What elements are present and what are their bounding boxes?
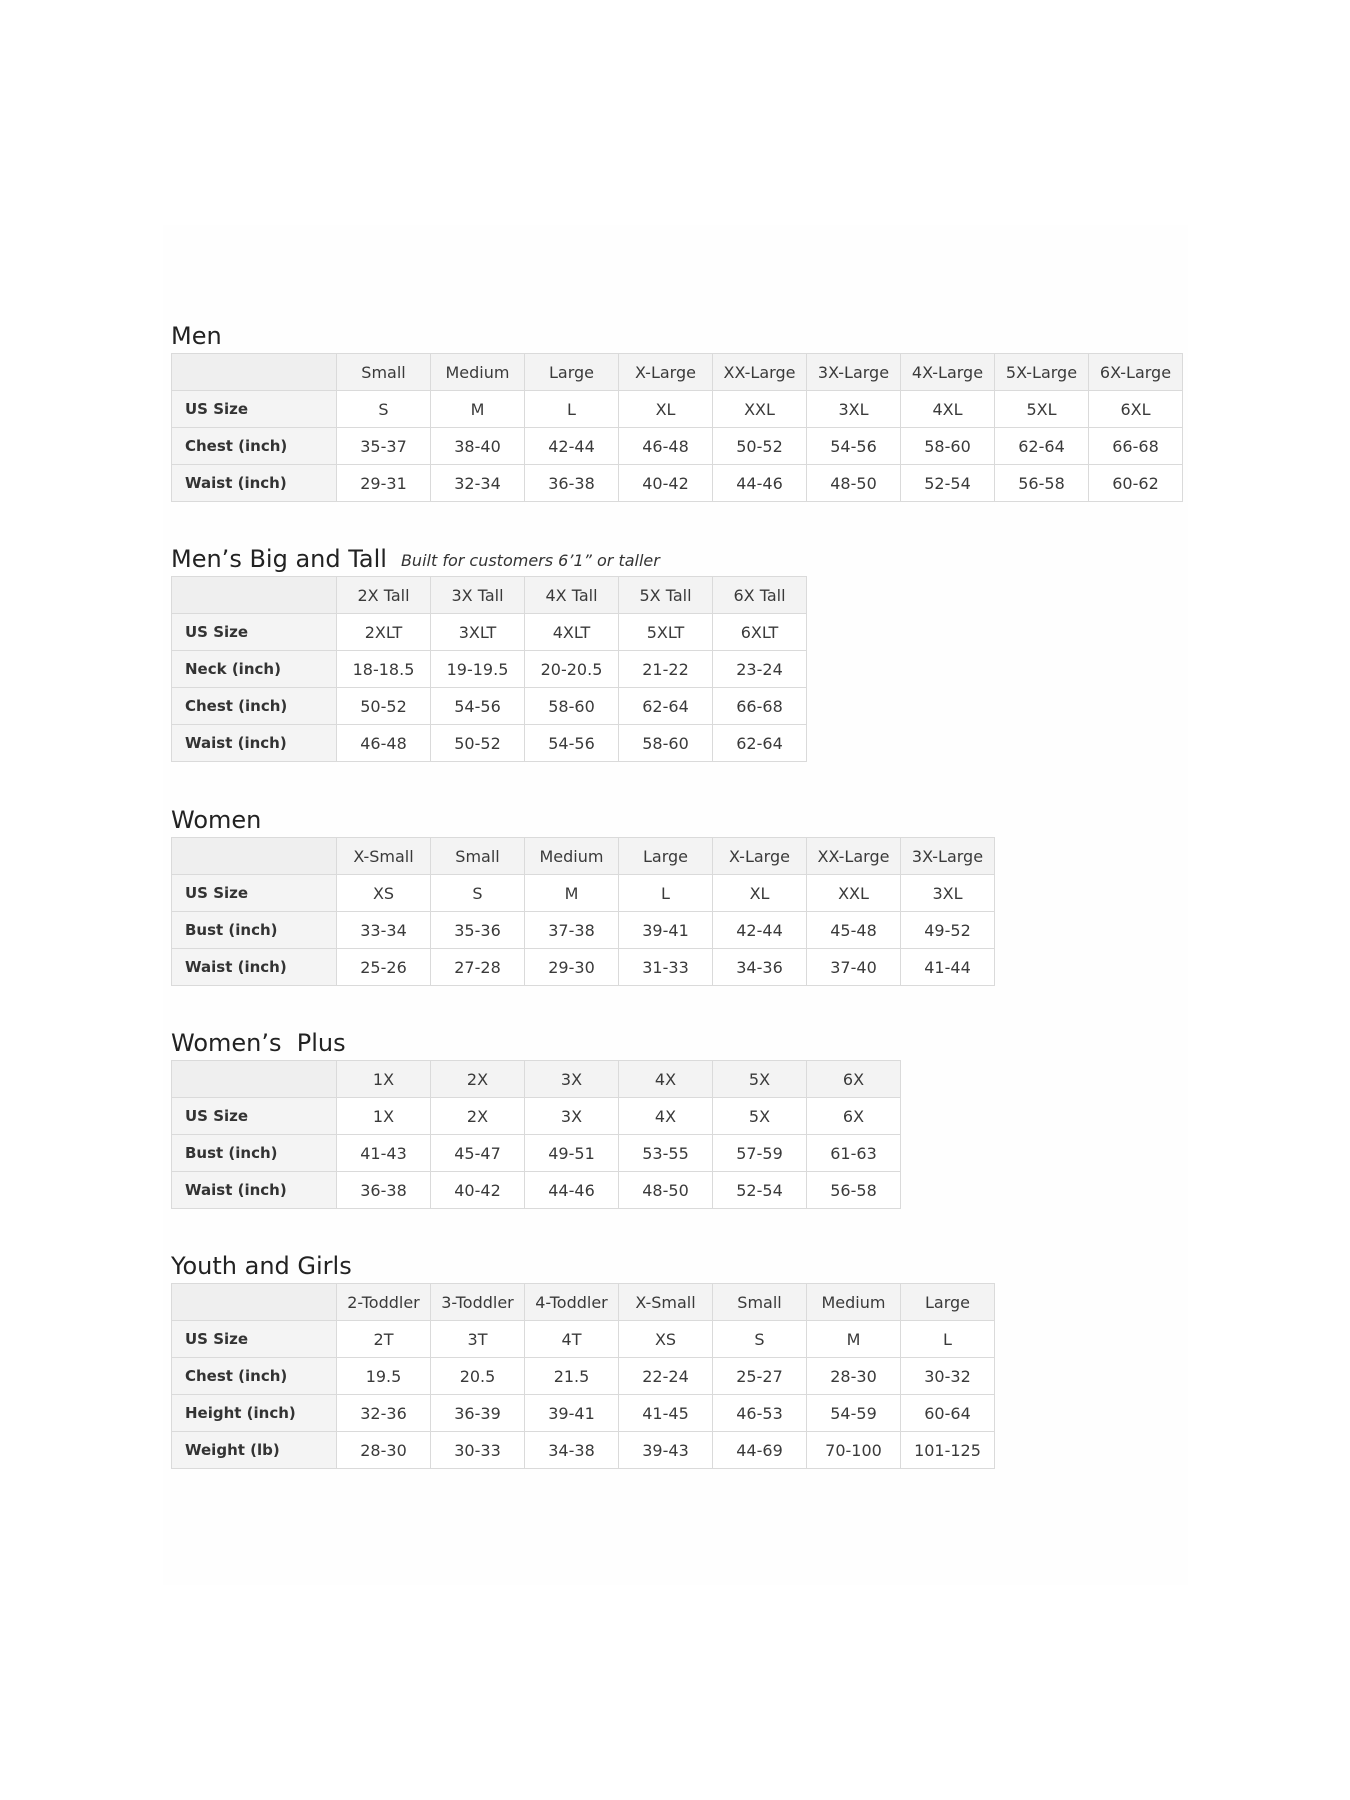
table-cell: 58-60 bbox=[901, 428, 995, 465]
table-cell: 28-30 bbox=[807, 1358, 901, 1395]
table-cell: 4T bbox=[525, 1321, 619, 1358]
table-cell: 6XL bbox=[1089, 391, 1183, 428]
column-header: 4X Tall bbox=[525, 577, 619, 614]
row-label: Chest (inch) bbox=[172, 428, 337, 465]
table-cell: XXL bbox=[807, 875, 901, 912]
table-cell: 36-38 bbox=[525, 465, 619, 502]
table-row bbox=[172, 614, 807, 651]
table-cell: 32-36 bbox=[337, 1395, 431, 1432]
section-note: Built for customers 6’1” or taller bbox=[400, 550, 660, 570]
column-header: 2X bbox=[431, 1061, 525, 1098]
column-header: XX-Large bbox=[713, 354, 807, 391]
table-cell: 66-68 bbox=[713, 688, 807, 725]
section-title-text: Women’s Plus bbox=[171, 1029, 346, 1057]
table-cell: 39-41 bbox=[525, 1395, 619, 1432]
table-cell: 56-58 bbox=[995, 465, 1089, 502]
column-header: 3X Tall bbox=[431, 577, 525, 614]
table-cell: 3XL bbox=[807, 391, 901, 428]
table-cell: 3X bbox=[525, 1098, 619, 1135]
table-cell: 23-24 bbox=[713, 651, 807, 688]
row-label: US Size bbox=[172, 1321, 337, 1358]
table-cell: 3XL bbox=[901, 875, 995, 912]
table-row bbox=[172, 1172, 901, 1209]
table-cell: 4XLT bbox=[525, 614, 619, 651]
table-cell: 36-39 bbox=[431, 1395, 525, 1432]
column-header: 5X-Large bbox=[995, 354, 1089, 391]
table-cell: 6XLT bbox=[713, 614, 807, 651]
column-header: 4X bbox=[619, 1061, 713, 1098]
table-header-row bbox=[172, 1284, 995, 1321]
size-table-womens-plus bbox=[171, 1060, 901, 1209]
section-title-text: Women bbox=[171, 806, 262, 834]
table-row bbox=[172, 1395, 995, 1432]
table-row bbox=[172, 1432, 995, 1469]
table-cell: 66-68 bbox=[1089, 428, 1183, 465]
table-row bbox=[172, 651, 807, 688]
table-cell: M bbox=[807, 1321, 901, 1358]
column-header: Medium bbox=[525, 838, 619, 875]
table-cell: 34-38 bbox=[525, 1432, 619, 1469]
table-cell: 25-26 bbox=[337, 949, 431, 986]
table-cell: 35-36 bbox=[431, 912, 525, 949]
table-cell: XXL bbox=[713, 391, 807, 428]
table-cell: 45-48 bbox=[807, 912, 901, 949]
table-cell: 32-34 bbox=[431, 465, 525, 502]
table-cell: 61-63 bbox=[807, 1135, 901, 1172]
table-cell: 54-59 bbox=[807, 1395, 901, 1432]
table-cell: 4XL bbox=[901, 391, 995, 428]
column-header: 2X Tall bbox=[337, 577, 431, 614]
table-cell: 36-38 bbox=[337, 1172, 431, 1209]
table-cell: 58-60 bbox=[619, 725, 713, 762]
table-cell: 33-34 bbox=[337, 912, 431, 949]
column-header: Large bbox=[901, 1284, 995, 1321]
table-cell: 20.5 bbox=[431, 1358, 525, 1395]
column-header: X-Small bbox=[619, 1284, 713, 1321]
table-row bbox=[172, 1358, 995, 1395]
table-cell: 40-42 bbox=[431, 1172, 525, 1209]
table-cell: 4X bbox=[619, 1098, 713, 1135]
table-cell: 62-64 bbox=[713, 725, 807, 762]
table-cell: 18-18.5 bbox=[337, 651, 431, 688]
table-header-row bbox=[172, 1061, 901, 1098]
table-cell: 48-50 bbox=[807, 465, 901, 502]
table-cell: 101-125 bbox=[901, 1432, 995, 1469]
table-cell: 29-30 bbox=[525, 949, 619, 986]
table-cell: 40-42 bbox=[619, 465, 713, 502]
row-label: US Size bbox=[172, 1098, 337, 1135]
table-cell: 54-56 bbox=[807, 428, 901, 465]
table-cell: 35-37 bbox=[337, 428, 431, 465]
table-cell: XS bbox=[619, 1321, 713, 1358]
table-cell: 46-53 bbox=[713, 1395, 807, 1432]
table-row bbox=[172, 1098, 901, 1135]
column-header: 3X-Large bbox=[807, 354, 901, 391]
column-header: 5X Tall bbox=[619, 577, 713, 614]
column-header: 1X bbox=[337, 1061, 431, 1098]
column-header: 6X Tall bbox=[713, 577, 807, 614]
table-cell: 28-30 bbox=[337, 1432, 431, 1469]
table-cell: 53-55 bbox=[619, 1135, 713, 1172]
table-cell: 37-38 bbox=[525, 912, 619, 949]
table-cell: 22-24 bbox=[619, 1358, 713, 1395]
table-cell: S bbox=[713, 1321, 807, 1358]
table-cell: 6X bbox=[807, 1098, 901, 1135]
table-row bbox=[172, 949, 995, 986]
table-row bbox=[172, 391, 1183, 428]
section-title bbox=[171, 1250, 995, 1283]
table-cell: XS bbox=[337, 875, 431, 912]
table-cell: 46-48 bbox=[337, 725, 431, 762]
row-label: Waist (inch) bbox=[172, 1172, 337, 1209]
size-table-youth-and-girls bbox=[171, 1283, 995, 1469]
table-cell: 25-27 bbox=[713, 1358, 807, 1395]
column-header: Large bbox=[525, 354, 619, 391]
table-header-row bbox=[172, 354, 1183, 391]
section-title-text: Men’s Big and Tall bbox=[171, 545, 387, 573]
row-label: US Size bbox=[172, 391, 337, 428]
column-header: 6X-Large bbox=[1089, 354, 1183, 391]
table-cell: 19.5 bbox=[337, 1358, 431, 1395]
table-cell: 45-47 bbox=[431, 1135, 525, 1172]
row-label: Waist (inch) bbox=[172, 465, 337, 502]
table-cell: 49-52 bbox=[901, 912, 995, 949]
table-cell: 2XLT bbox=[337, 614, 431, 651]
section-title bbox=[171, 804, 995, 837]
table-corner-cell bbox=[172, 354, 337, 391]
column-header: 4-Toddler bbox=[525, 1284, 619, 1321]
table-cell: 56-58 bbox=[807, 1172, 901, 1209]
table-corner-cell bbox=[172, 838, 337, 875]
table-corner-cell bbox=[172, 1284, 337, 1321]
column-header: Small bbox=[431, 838, 525, 875]
table-cell: 5XLT bbox=[619, 614, 713, 651]
table-cell: S bbox=[431, 875, 525, 912]
row-label: Chest (inch) bbox=[172, 688, 337, 725]
row-label: Waist (inch) bbox=[172, 949, 337, 986]
table-row bbox=[172, 428, 1183, 465]
table-cell: 42-44 bbox=[525, 428, 619, 465]
column-header: 3X bbox=[525, 1061, 619, 1098]
column-header: Medium bbox=[807, 1284, 901, 1321]
column-header: 3X-Large bbox=[901, 838, 995, 875]
table-cell: 39-41 bbox=[619, 912, 713, 949]
table-cell: 41-44 bbox=[901, 949, 995, 986]
table-cell: 52-54 bbox=[901, 465, 995, 502]
table-cell: 49-51 bbox=[525, 1135, 619, 1172]
size-table-men bbox=[171, 353, 1183, 502]
column-header: 2-Toddler bbox=[337, 1284, 431, 1321]
row-label: Neck (inch) bbox=[172, 651, 337, 688]
section-youth-and-girls bbox=[171, 1250, 995, 1469]
table-cell: 50-52 bbox=[431, 725, 525, 762]
table-cell: 30-33 bbox=[431, 1432, 525, 1469]
section-title bbox=[171, 320, 1183, 353]
table-cell: 30-32 bbox=[901, 1358, 995, 1395]
row-label: Waist (inch) bbox=[172, 725, 337, 762]
column-header: X-Large bbox=[713, 838, 807, 875]
table-cell: L bbox=[901, 1321, 995, 1358]
section-title-text: Youth and Girls bbox=[171, 1252, 352, 1280]
row-label: Chest (inch) bbox=[172, 1358, 337, 1395]
column-header: Small bbox=[713, 1284, 807, 1321]
table-cell: L bbox=[525, 391, 619, 428]
table-row bbox=[172, 465, 1183, 502]
table-cell: 3XLT bbox=[431, 614, 525, 651]
table-cell: 38-40 bbox=[431, 428, 525, 465]
table-cell: 44-46 bbox=[713, 465, 807, 502]
table-corner-cell bbox=[172, 1061, 337, 1098]
table-cell: M bbox=[431, 391, 525, 428]
row-label: Height (inch) bbox=[172, 1395, 337, 1432]
row-label: US Size bbox=[172, 875, 337, 912]
table-header-row bbox=[172, 838, 995, 875]
column-header: 3-Toddler bbox=[431, 1284, 525, 1321]
table-cell: 5X bbox=[713, 1098, 807, 1135]
table-cell: 48-50 bbox=[619, 1172, 713, 1209]
table-cell: 2X bbox=[431, 1098, 525, 1135]
table-row bbox=[172, 725, 807, 762]
table-cell: 31-33 bbox=[619, 949, 713, 986]
section-men bbox=[171, 320, 1183, 502]
row-label: Bust (inch) bbox=[172, 1135, 337, 1172]
table-cell: 58-60 bbox=[525, 688, 619, 725]
column-header: 5X bbox=[713, 1061, 807, 1098]
table-cell: 52-54 bbox=[713, 1172, 807, 1209]
table-cell: 3T bbox=[431, 1321, 525, 1358]
section-mens-big-and-tall bbox=[171, 543, 807, 762]
table-cell: 21-22 bbox=[619, 651, 713, 688]
table-cell: 54-56 bbox=[431, 688, 525, 725]
table-row bbox=[172, 1321, 995, 1358]
table-cell: 50-52 bbox=[337, 688, 431, 725]
table-header-row bbox=[172, 577, 807, 614]
section-womens-plus bbox=[171, 1027, 901, 1209]
table-cell: XL bbox=[619, 391, 713, 428]
column-header: X-Small bbox=[337, 838, 431, 875]
column-header: Small bbox=[337, 354, 431, 391]
table-cell: 19-19.5 bbox=[431, 651, 525, 688]
section-women bbox=[171, 804, 995, 986]
table-cell: M bbox=[525, 875, 619, 912]
table-cell: 27-28 bbox=[431, 949, 525, 986]
table-cell: 60-62 bbox=[1089, 465, 1183, 502]
section-title bbox=[171, 1027, 901, 1060]
section-title bbox=[171, 543, 807, 576]
table-cell: 41-43 bbox=[337, 1135, 431, 1172]
table-cell: 1X bbox=[337, 1098, 431, 1135]
row-label: Weight (lb) bbox=[172, 1432, 337, 1469]
table-cell: 50-52 bbox=[713, 428, 807, 465]
table-row bbox=[172, 1135, 901, 1172]
table-cell: 62-64 bbox=[619, 688, 713, 725]
column-header: Medium bbox=[431, 354, 525, 391]
table-cell: 39-43 bbox=[619, 1432, 713, 1469]
table-row bbox=[172, 912, 995, 949]
table-cell: 44-46 bbox=[525, 1172, 619, 1209]
column-header: X-Large bbox=[619, 354, 713, 391]
size-table-women bbox=[171, 837, 995, 986]
table-cell: 60-64 bbox=[901, 1395, 995, 1432]
table-cell: S bbox=[337, 391, 431, 428]
table-cell: 70-100 bbox=[807, 1432, 901, 1469]
table-cell: 41-45 bbox=[619, 1395, 713, 1432]
column-header: Large bbox=[619, 838, 713, 875]
table-cell: 54-56 bbox=[525, 725, 619, 762]
table-cell: XL bbox=[713, 875, 807, 912]
row-label: Bust (inch) bbox=[172, 912, 337, 949]
table-cell: 44-69 bbox=[713, 1432, 807, 1469]
table-cell: L bbox=[619, 875, 713, 912]
table-cell: 37-40 bbox=[807, 949, 901, 986]
table-row bbox=[172, 688, 807, 725]
table-cell: 46-48 bbox=[619, 428, 713, 465]
table-cell: 20-20.5 bbox=[525, 651, 619, 688]
section-title-text: Men bbox=[171, 322, 222, 350]
column-header: XX-Large bbox=[807, 838, 901, 875]
table-cell: 29-31 bbox=[337, 465, 431, 502]
table-cell: 2T bbox=[337, 1321, 431, 1358]
column-header: 4X-Large bbox=[901, 354, 995, 391]
table-cell: 21.5 bbox=[525, 1358, 619, 1395]
table-cell: 34-36 bbox=[713, 949, 807, 986]
size-table-mens-big-and-tall bbox=[171, 576, 807, 762]
table-cell: 57-59 bbox=[713, 1135, 807, 1172]
row-label: US Size bbox=[172, 614, 337, 651]
table-cell: 42-44 bbox=[713, 912, 807, 949]
table-row bbox=[172, 875, 995, 912]
table-cell: 62-64 bbox=[995, 428, 1089, 465]
table-cell: 5XL bbox=[995, 391, 1089, 428]
table-corner-cell bbox=[172, 577, 337, 614]
column-header: 6X bbox=[807, 1061, 901, 1098]
